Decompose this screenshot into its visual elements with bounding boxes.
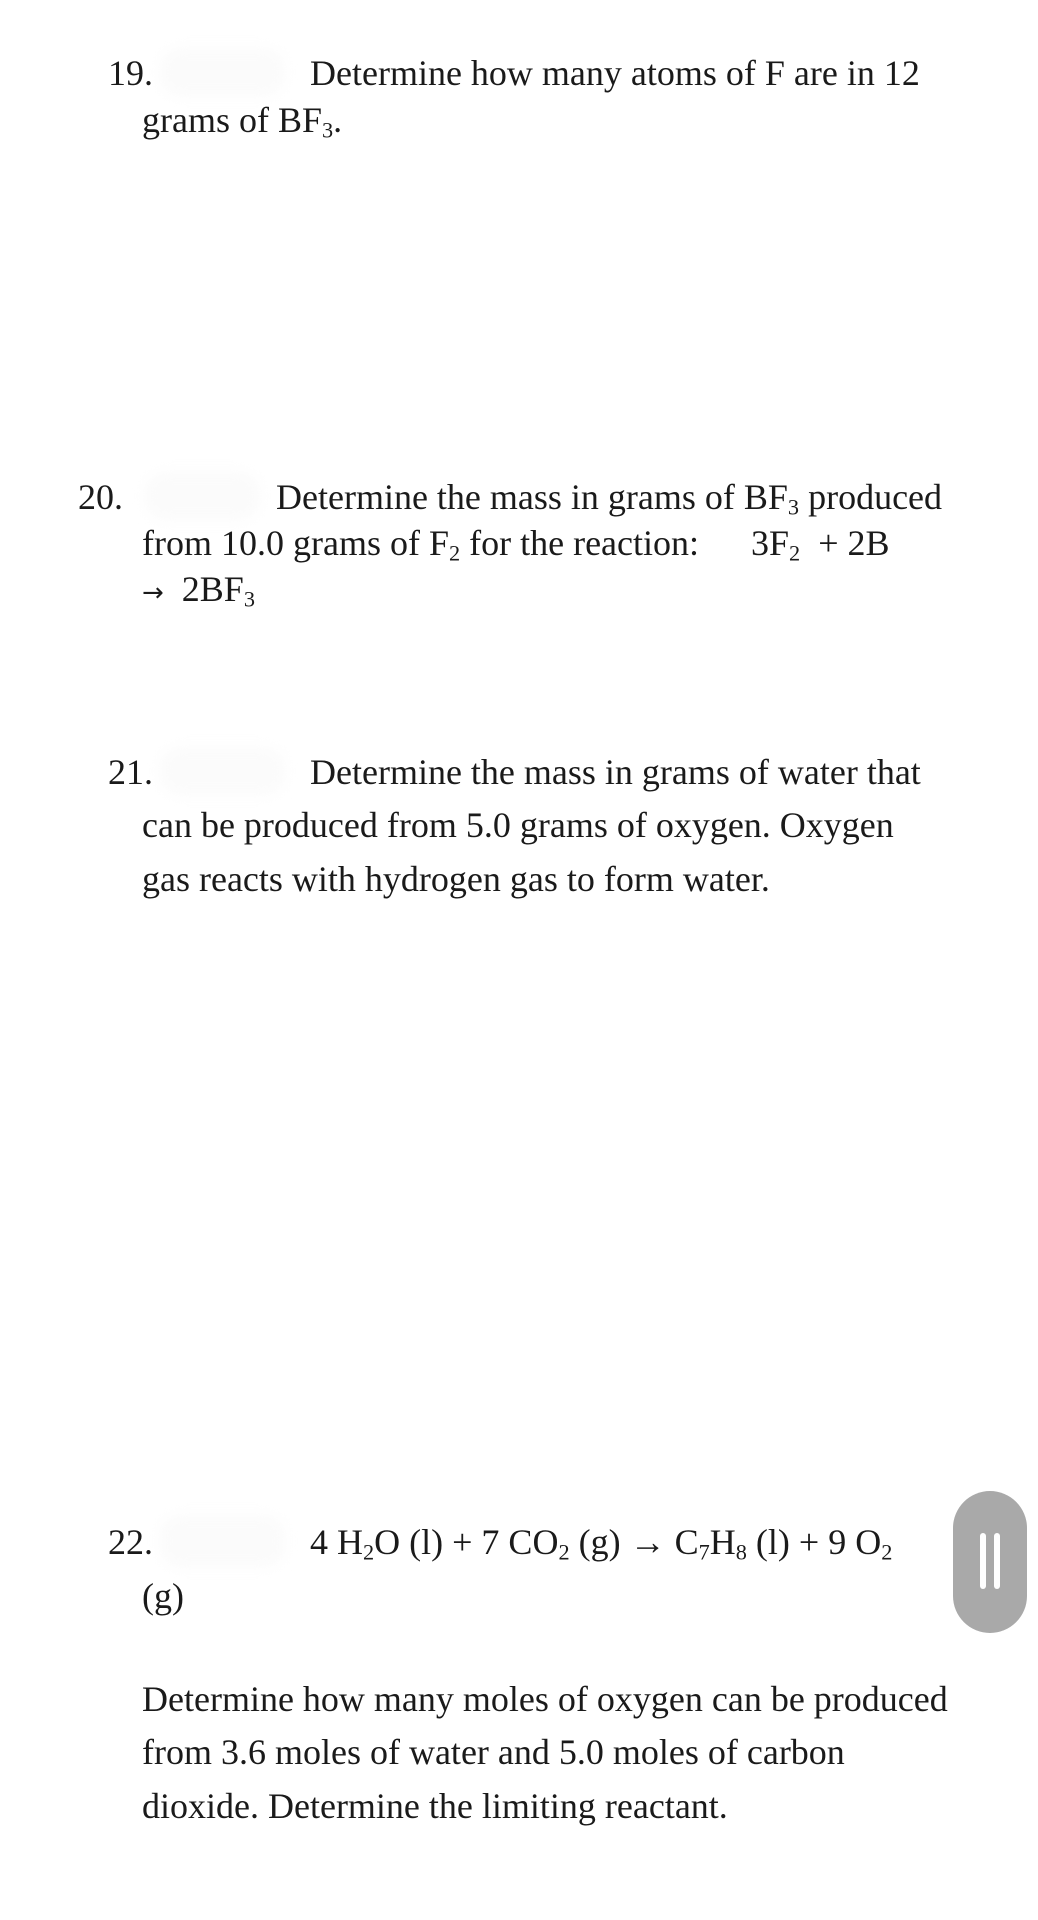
question-number: 21.: [108, 752, 153, 792]
reaction-product: → $2BF_3$: [142, 569, 255, 612]
reaction-equation: 4 $H_2O$ (l) + 7 $CO_2$ $(g) \to C_7H_8$ (l) + 9 $O_2$: [310, 1522, 893, 1565]
reaction-equation: $3F_2 + 2B$: [751, 523, 890, 566]
question-text-line: Determine the mass in grams of water that: [310, 752, 921, 792]
reaction-equation-state: (g): [142, 1576, 184, 1616]
question-text-line: grams of $BF_3$.: [142, 100, 343, 143]
question-text-line: from 10.0 grams of $F_2$ for the reaction:: [142, 523, 700, 566]
question-text-line: gas reacts with hydrogen gas to form water.: [142, 859, 770, 899]
redacted-area: [145, 472, 260, 520]
question-text-line: can be produced from 5.0 grams of oxygen. Oxygen: [142, 805, 894, 845]
redacted-area: [160, 48, 285, 96]
scroll-handle[interactable]: [953, 1491, 1027, 1633]
question-text-line: from 3.6 moles of water and 5.0 moles of carbon: [142, 1732, 845, 1772]
question-number: 19.: [108, 53, 153, 93]
redacted-area: [160, 1515, 285, 1567]
question-text-line: dioxide. Determine the limiting reactant.: [142, 1786, 728, 1826]
question-text-line: Determine the mass in grams of $BF_3$ produced: [276, 477, 943, 520]
question-number: 20.: [78, 477, 123, 517]
arrow-icon: →: [142, 578, 164, 608]
question-text-line: Determine how many moles of oxygen can be produced: [142, 1679, 948, 1719]
redacted-area: [160, 747, 285, 795]
question-number: 22.: [108, 1522, 153, 1562]
question-text-line: Determine how many atoms of F are in 12: [310, 53, 920, 93]
